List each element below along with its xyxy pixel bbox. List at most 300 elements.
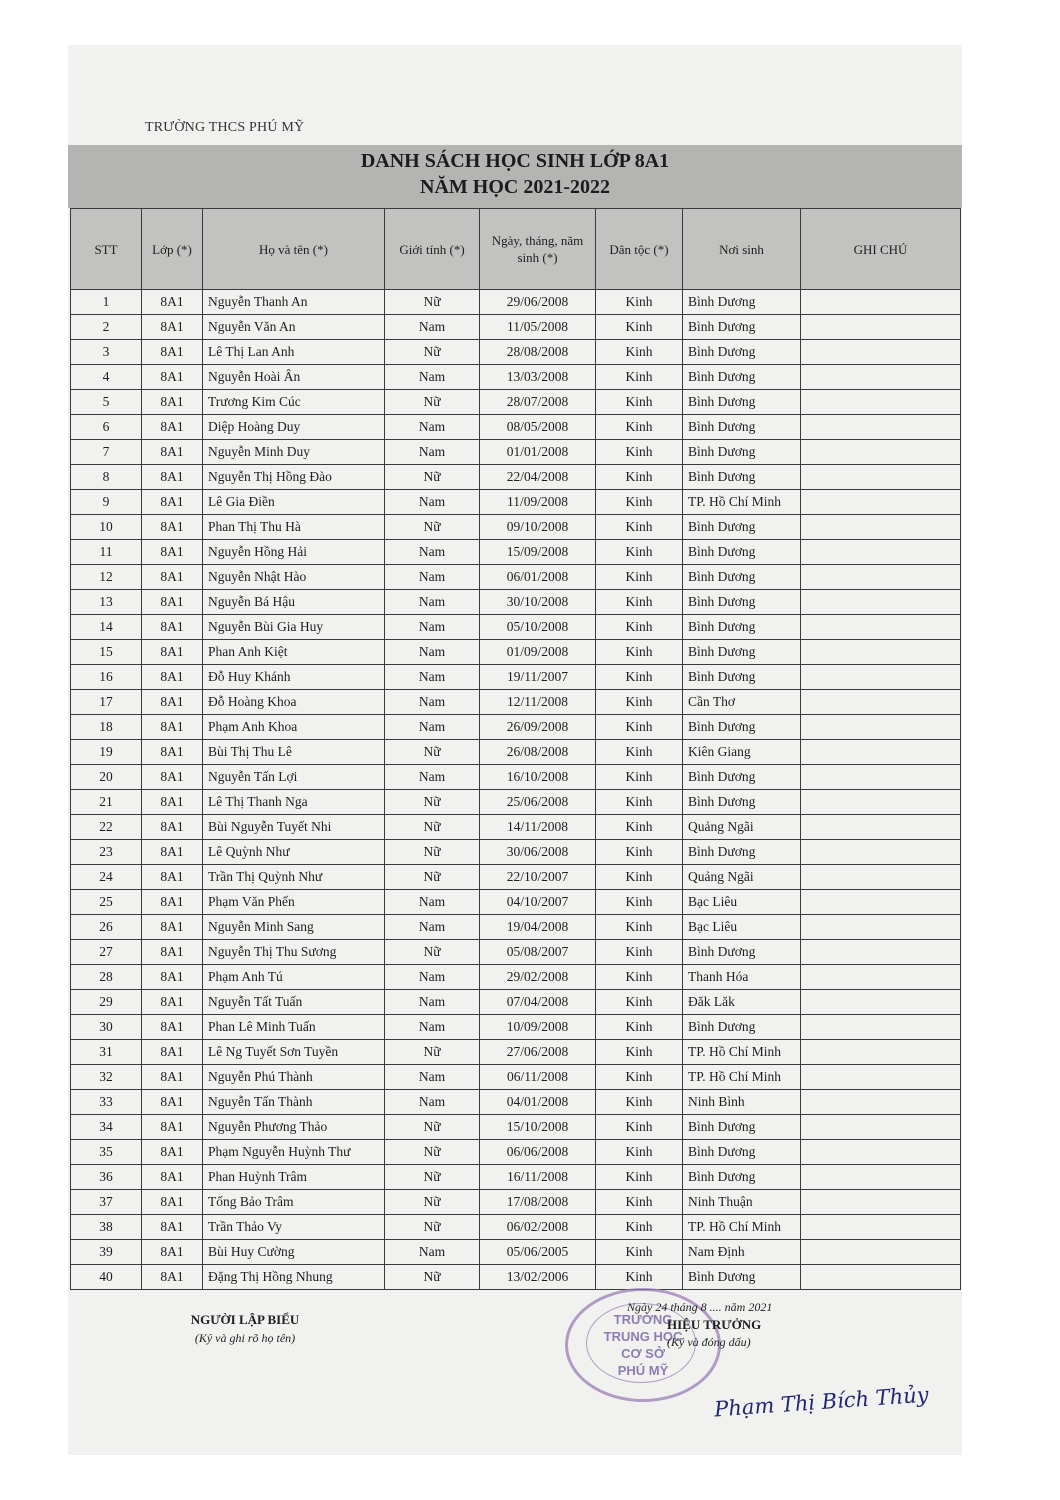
name-cell: Lê Quỳnh Như xyxy=(203,840,385,865)
stt-cell: 10 xyxy=(71,515,142,540)
name-cell: Nguyễn Phương Thảo xyxy=(203,1115,385,1140)
name-cell: Bùi Thị Thu Lê xyxy=(203,740,385,765)
table-row xyxy=(71,1215,961,1240)
ethnicity-cell: Kinh xyxy=(596,640,683,665)
birthplace-cell: Bình Dương xyxy=(683,665,801,690)
stt-cell: 35 xyxy=(71,1140,142,1165)
gender-cell: Nam xyxy=(385,490,480,515)
birthplace-cell: Bình Dương xyxy=(683,515,801,540)
table-row xyxy=(71,815,961,840)
notes-cell xyxy=(801,390,961,415)
notes-cell xyxy=(801,715,961,740)
gender-cell: Nam xyxy=(385,615,480,640)
gender-cell: Nam xyxy=(385,765,480,790)
class-cell: 8A1 xyxy=(142,1065,203,1090)
birthdate-cell: 09/10/2008 xyxy=(480,515,596,540)
notes-cell xyxy=(801,1115,961,1140)
class-cell: 8A1 xyxy=(142,615,203,640)
notes-cell xyxy=(801,1140,961,1165)
stt-cell: 18 xyxy=(71,715,142,740)
notes-cell xyxy=(801,1015,961,1040)
table-row xyxy=(71,1165,961,1190)
birthdate-cell: 28/08/2008 xyxy=(480,340,596,365)
stt-cell: 20 xyxy=(71,765,142,790)
birthplace-cell: Đăk Lăk xyxy=(683,990,801,1015)
stt-cell: 31 xyxy=(71,1040,142,1065)
gender-cell: Nữ xyxy=(385,515,480,540)
birthdate-cell: 29/06/2008 xyxy=(480,290,596,315)
table-row xyxy=(71,715,961,740)
stt-cell: 4 xyxy=(71,365,142,390)
table-row xyxy=(71,340,961,365)
ethnicity-cell: Kinh xyxy=(596,565,683,590)
table-row xyxy=(71,690,961,715)
name-cell: Nguyễn Bùi Gia Huy xyxy=(203,615,385,640)
class-cell: 8A1 xyxy=(142,565,203,590)
gender-cell: Nữ xyxy=(385,865,480,890)
title-line-2: NĂM HỌC 2021-2022 xyxy=(420,176,610,198)
document-title xyxy=(68,148,962,200)
ethnicity-cell: Kinh xyxy=(596,765,683,790)
birthplace-cell: Ninh Thuận xyxy=(683,1190,801,1215)
col-header-gender: Giới tính (*) xyxy=(385,209,480,290)
table-row xyxy=(71,490,961,515)
ethnicity-cell: Kinh xyxy=(596,340,683,365)
birthplace-cell: Bình Dương xyxy=(683,1140,801,1165)
ethnicity-cell: Kinh xyxy=(596,515,683,540)
name-cell: Phạm Anh Khoa xyxy=(203,715,385,740)
birthdate-cell: 04/10/2007 xyxy=(480,890,596,915)
gender-cell: Nam xyxy=(385,1015,480,1040)
stt-cell: 1 xyxy=(71,290,142,315)
ethnicity-cell: Kinh xyxy=(596,840,683,865)
birthplace-cell: Bạc Liêu xyxy=(683,915,801,940)
gender-cell: Nữ xyxy=(385,1115,480,1140)
notes-cell xyxy=(801,990,961,1015)
preparer-title: NGƯỜI LẬP BIỂU xyxy=(190,1312,300,1327)
gender-cell: Nữ xyxy=(385,465,480,490)
birthdate-cell: 22/10/2007 xyxy=(480,865,596,890)
table-body xyxy=(71,290,961,1290)
name-cell: Phạm Nguyễn Huỳnh Thư xyxy=(203,1140,385,1165)
ethnicity-cell: Kinh xyxy=(596,965,683,990)
class-cell: 8A1 xyxy=(142,815,203,840)
birthplace-cell: Nam Định xyxy=(683,1240,801,1265)
class-cell: 8A1 xyxy=(142,1040,203,1065)
gender-cell: Nữ xyxy=(385,290,480,315)
col-header-stt: STT xyxy=(71,209,142,290)
stt-cell: 36 xyxy=(71,1165,142,1190)
stt-cell: 7 xyxy=(71,440,142,465)
class-cell: 8A1 xyxy=(142,1165,203,1190)
class-cell: 8A1 xyxy=(142,490,203,515)
birthdate-cell: 26/08/2008 xyxy=(480,740,596,765)
birthplace-cell: Bình Dương xyxy=(683,1165,801,1190)
class-cell: 8A1 xyxy=(142,440,203,465)
col-header-ethnicity: Dân tộc (*) xyxy=(596,209,683,290)
stt-cell: 25 xyxy=(71,890,142,915)
student-table xyxy=(70,208,961,1290)
gender-cell: Nam xyxy=(385,1240,480,1265)
class-cell: 8A1 xyxy=(142,915,203,940)
birthplace-cell: TP. Hồ Chí Minh xyxy=(683,1215,801,1240)
table-row xyxy=(71,765,961,790)
birthplace-cell: Thanh Hóa xyxy=(683,965,801,990)
table-row xyxy=(71,1240,961,1265)
gender-cell: Nam xyxy=(385,915,480,940)
class-cell: 8A1 xyxy=(142,965,203,990)
gender-cell: Nam xyxy=(385,415,480,440)
stt-cell: 23 xyxy=(71,840,142,865)
birthdate-cell: 27/06/2008 xyxy=(480,1040,596,1065)
school-name: TRƯỜNG THCS PHÚ MỸ xyxy=(145,120,305,135)
name-cell: Nguyễn Nhật Hào xyxy=(203,565,385,590)
name-cell: Nguyễn Minh Duy xyxy=(203,440,385,465)
principal-title: HIỆU TRƯỞNG xyxy=(667,1317,762,1332)
birthdate-cell: 01/09/2008 xyxy=(480,640,596,665)
table-row xyxy=(71,965,961,990)
birthdate-cell: 04/01/2008 xyxy=(480,1090,596,1115)
table-row xyxy=(71,1065,961,1090)
table-row xyxy=(71,1190,961,1215)
stt-cell: 3 xyxy=(71,340,142,365)
stt-cell: 28 xyxy=(71,965,142,990)
class-cell: 8A1 xyxy=(142,640,203,665)
birthplace-cell: Bình Dương xyxy=(683,365,801,390)
principal-block xyxy=(615,1300,845,1350)
gender-cell: Nam xyxy=(385,715,480,740)
birthdate-cell: 10/09/2008 xyxy=(480,1015,596,1040)
class-cell: 8A1 xyxy=(142,840,203,865)
notes-cell xyxy=(801,940,961,965)
name-cell: Trương Kim Cúc xyxy=(203,390,385,415)
birthdate-cell: 19/11/2007 xyxy=(480,665,596,690)
gender-cell: Nam xyxy=(385,690,480,715)
table-row xyxy=(71,915,961,940)
table-row xyxy=(71,865,961,890)
gender-cell: Nam xyxy=(385,965,480,990)
ethnicity-cell: Kinh xyxy=(596,740,683,765)
gender-cell: Nữ xyxy=(385,1265,480,1290)
birthdate-cell: 14/11/2008 xyxy=(480,815,596,840)
ethnicity-cell: Kinh xyxy=(596,990,683,1015)
birthdate-cell: 07/04/2008 xyxy=(480,990,596,1015)
class-cell: 8A1 xyxy=(142,1090,203,1115)
birthdate-cell: 06/02/2008 xyxy=(480,1215,596,1240)
notes-cell xyxy=(801,1090,961,1115)
name-cell: Đặng Thị Hồng Nhung xyxy=(203,1265,385,1290)
birthdate-cell: 30/06/2008 xyxy=(480,840,596,865)
stt-cell: 11 xyxy=(71,540,142,565)
birthplace-cell: Bình Dương xyxy=(683,465,801,490)
ethnicity-cell: Kinh xyxy=(596,715,683,740)
class-cell: 8A1 xyxy=(142,665,203,690)
notes-cell xyxy=(801,315,961,340)
stt-cell: 38 xyxy=(71,1215,142,1240)
stt-cell: 13 xyxy=(71,590,142,615)
notes-cell xyxy=(801,440,961,465)
stamp-line-2: TRUNG HỌC xyxy=(603,1329,683,1344)
birthdate-cell: 12/11/2008 xyxy=(480,690,596,715)
table-row xyxy=(71,415,961,440)
stt-cell: 2 xyxy=(71,315,142,340)
class-cell: 8A1 xyxy=(142,340,203,365)
notes-cell xyxy=(801,915,961,940)
notes-cell xyxy=(801,865,961,890)
birthdate-cell: 17/08/2008 xyxy=(480,1190,596,1215)
stt-cell: 24 xyxy=(71,865,142,890)
stt-cell: 5 xyxy=(71,390,142,415)
stt-cell: 37 xyxy=(71,1190,142,1215)
birthplace-cell: Bình Dương xyxy=(683,1265,801,1290)
notes-cell xyxy=(801,340,961,365)
ethnicity-cell: Kinh xyxy=(596,465,683,490)
birthplace-cell: Quảng Ngãi xyxy=(683,865,801,890)
table-row xyxy=(71,1115,961,1140)
notes-cell xyxy=(801,815,961,840)
notes-cell xyxy=(801,565,961,590)
stt-cell: 30 xyxy=(71,1015,142,1040)
notes-cell xyxy=(801,365,961,390)
birthplace-cell: Bình Dương xyxy=(683,640,801,665)
birthplace-cell: Bình Dương xyxy=(683,1015,801,1040)
col-header-notes: GHI CHÚ xyxy=(801,209,961,290)
name-cell: Đỗ Huy Khánh xyxy=(203,665,385,690)
ethnicity-cell: Kinh xyxy=(596,690,683,715)
class-cell: 8A1 xyxy=(142,990,203,1015)
ethnicity-cell: Kinh xyxy=(596,940,683,965)
birthplace-cell: Cần Thơ xyxy=(683,690,801,715)
notes-cell xyxy=(801,290,961,315)
stt-cell: 8 xyxy=(71,465,142,490)
name-cell: Phan Anh Kiệt xyxy=(203,640,385,665)
birthplace-cell: Bạc Liêu xyxy=(683,890,801,915)
birthdate-cell: 25/06/2008 xyxy=(480,790,596,815)
birthdate-cell: 05/08/2007 xyxy=(480,940,596,965)
birthplace-cell: Bình Dương xyxy=(683,440,801,465)
name-cell: Bùi Nguyễn Tuyết Nhi xyxy=(203,815,385,840)
class-cell: 8A1 xyxy=(142,415,203,440)
notes-cell xyxy=(801,515,961,540)
stt-cell: 33 xyxy=(71,1090,142,1115)
birthdate-cell: 11/05/2008 xyxy=(480,315,596,340)
ethnicity-cell: Kinh xyxy=(596,440,683,465)
notes-cell xyxy=(801,490,961,515)
class-cell: 8A1 xyxy=(142,740,203,765)
birthplace-cell: Bình Dương xyxy=(683,790,801,815)
class-cell: 8A1 xyxy=(142,1115,203,1140)
table-row xyxy=(71,840,961,865)
notes-cell xyxy=(801,1040,961,1065)
gender-cell: Nam xyxy=(385,1090,480,1115)
stt-cell: 34 xyxy=(71,1115,142,1140)
stt-cell: 22 xyxy=(71,815,142,840)
name-cell: Nguyễn Văn An xyxy=(203,315,385,340)
gender-cell: Nữ xyxy=(385,740,480,765)
birthplace-cell: Bình Dương xyxy=(683,590,801,615)
notes-cell xyxy=(801,790,961,815)
table-row xyxy=(71,1015,961,1040)
gender-cell: Nữ xyxy=(385,790,480,815)
birthdate-cell: 26/09/2008 xyxy=(480,715,596,740)
stt-cell: 6 xyxy=(71,415,142,440)
birthplace-cell: Kiên Giang xyxy=(683,740,801,765)
class-cell: 8A1 xyxy=(142,765,203,790)
notes-cell xyxy=(801,1065,961,1090)
col-header-birthplace: Nơi sinh xyxy=(683,209,801,290)
table-row xyxy=(71,565,961,590)
ethnicity-cell: Kinh xyxy=(596,590,683,615)
table-row xyxy=(71,290,961,315)
notes-cell xyxy=(801,415,961,440)
table-row xyxy=(71,515,961,540)
class-cell: 8A1 xyxy=(142,1140,203,1165)
ethnicity-cell: Kinh xyxy=(596,1165,683,1190)
stt-cell: 29 xyxy=(71,990,142,1015)
title-line-1: DANH SÁCH HỌC SINH LỚP 8A1 xyxy=(360,150,670,172)
stt-cell: 32 xyxy=(71,1065,142,1090)
name-cell: Trần Thảo Vy xyxy=(203,1215,385,1240)
birthplace-cell: Bình Dương xyxy=(683,540,801,565)
notes-cell xyxy=(801,465,961,490)
stamp-line-1: TRƯỜNG xyxy=(613,1312,673,1327)
table-row xyxy=(71,540,961,565)
birthplace-cell: Bình Dương xyxy=(683,1115,801,1140)
ethnicity-cell: Kinh xyxy=(596,665,683,690)
birthplace-cell: Bình Dương xyxy=(683,765,801,790)
stt-cell: 14 xyxy=(71,615,142,640)
name-cell: Nguyễn Tất Tuấn xyxy=(203,990,385,1015)
table-row xyxy=(71,1140,961,1165)
notes-cell xyxy=(801,840,961,865)
birthdate-cell: 13/02/2006 xyxy=(480,1265,596,1290)
notes-cell xyxy=(801,765,961,790)
birthdate-cell: 19/04/2008 xyxy=(480,915,596,940)
gender-cell: Nữ xyxy=(385,940,480,965)
birthdate-cell: 15/10/2008 xyxy=(480,1115,596,1140)
stamp-line-4: PHÚ MỸ xyxy=(617,1363,669,1378)
class-cell: 8A1 xyxy=(142,865,203,890)
table-row xyxy=(71,590,961,615)
birthdate-cell: 13/03/2008 xyxy=(480,365,596,390)
name-cell: Nguyễn Thị Hồng Đào xyxy=(203,465,385,490)
class-cell: 8A1 xyxy=(142,890,203,915)
table-row xyxy=(71,940,961,965)
name-cell: Đỗ Hoàng Khoa xyxy=(203,690,385,715)
gender-cell: Nam xyxy=(385,440,480,465)
notes-cell xyxy=(801,590,961,615)
class-cell: 8A1 xyxy=(142,790,203,815)
gender-cell: Nam xyxy=(385,890,480,915)
notes-cell xyxy=(801,1240,961,1265)
birthplace-cell: TP. Hồ Chí Minh xyxy=(683,1065,801,1090)
ethnicity-cell: Kinh xyxy=(596,915,683,940)
notes-cell xyxy=(801,540,961,565)
stamp-line-3: CƠ SỞ xyxy=(621,1346,665,1361)
class-cell: 8A1 xyxy=(142,290,203,315)
ethnicity-cell: Kinh xyxy=(596,1090,683,1115)
stt-cell: 17 xyxy=(71,690,142,715)
stt-cell: 19 xyxy=(71,740,142,765)
signing-date: Ngày 24 tháng 8 .... năm 2021 xyxy=(627,1300,773,1314)
ethnicity-cell: Kinh xyxy=(596,1190,683,1215)
table-row xyxy=(71,1040,961,1065)
table-row xyxy=(71,665,961,690)
ethnicity-cell: Kinh xyxy=(596,490,683,515)
ethnicity-cell: Kinh xyxy=(596,290,683,315)
gender-cell: Nữ xyxy=(385,1165,480,1190)
birthplace-cell: Bình Dương xyxy=(683,315,801,340)
ethnicity-cell: Kinh xyxy=(596,1265,683,1290)
table-row xyxy=(71,390,961,415)
class-cell: 8A1 xyxy=(142,315,203,340)
gender-cell: Nữ xyxy=(385,1140,480,1165)
notes-cell xyxy=(801,640,961,665)
preparer-block xyxy=(150,1312,340,1346)
signature xyxy=(700,1382,960,1450)
class-cell: 8A1 xyxy=(142,540,203,565)
name-cell: Nguyễn Phú Thành xyxy=(203,1065,385,1090)
class-cell: 8A1 xyxy=(142,690,203,715)
birthdate-cell: 29/02/2008 xyxy=(480,965,596,990)
signature-name: Phạm Thị Bích Thủy xyxy=(713,1382,930,1422)
table-row xyxy=(71,615,961,640)
table-header-row xyxy=(71,209,961,290)
name-cell: Lê Thị Lan Anh xyxy=(203,340,385,365)
name-cell: Nguyễn Thị Thu Sương xyxy=(203,940,385,965)
class-cell: 8A1 xyxy=(142,390,203,415)
col-header-class: Lớp (*) xyxy=(142,209,203,290)
name-cell: Phạm Văn Phến xyxy=(203,890,385,915)
birthplace-cell: Bình Dương xyxy=(683,415,801,440)
col-header-fullname: Họ và tên (*) xyxy=(203,209,385,290)
table-row xyxy=(71,465,961,490)
ethnicity-cell: Kinh xyxy=(596,1215,683,1240)
table-row xyxy=(71,440,961,465)
birthplace-cell: Bình Dương xyxy=(683,840,801,865)
stt-cell: 15 xyxy=(71,640,142,665)
birthdate-cell: 01/01/2008 xyxy=(480,440,596,465)
name-cell: Phan Thị Thu Hà xyxy=(203,515,385,540)
ethnicity-cell: Kinh xyxy=(596,815,683,840)
gender-cell: Nam xyxy=(385,1065,480,1090)
ethnicity-cell: Kinh xyxy=(596,790,683,815)
class-cell: 8A1 xyxy=(142,515,203,540)
notes-cell xyxy=(801,690,961,715)
stt-cell: 27 xyxy=(71,940,142,965)
class-cell: 8A1 xyxy=(142,1265,203,1290)
class-cell: 8A1 xyxy=(142,365,203,390)
notes-cell xyxy=(801,890,961,915)
name-cell: Phạm Anh Tú xyxy=(203,965,385,990)
ethnicity-cell: Kinh xyxy=(596,1240,683,1265)
table-row xyxy=(71,1090,961,1115)
col-header-birthdate: Ngày, tháng, năm sinh (*) xyxy=(480,209,596,290)
name-cell: Nguyễn Thanh An xyxy=(203,290,385,315)
stt-cell: 21 xyxy=(71,790,142,815)
class-cell: 8A1 xyxy=(142,715,203,740)
name-cell: Nguyễn Minh Sang xyxy=(203,915,385,940)
notes-cell xyxy=(801,615,961,640)
birthplace-cell: Bình Dương xyxy=(683,390,801,415)
birthplace-cell: Bình Dương xyxy=(683,290,801,315)
class-cell: 8A1 xyxy=(142,465,203,490)
class-cell: 8A1 xyxy=(142,1015,203,1040)
stt-cell: 39 xyxy=(71,1240,142,1265)
birthplace-cell: Bình Dương xyxy=(683,940,801,965)
stt-cell: 26 xyxy=(71,915,142,940)
name-cell: Lê Thị Thanh Nga xyxy=(203,790,385,815)
